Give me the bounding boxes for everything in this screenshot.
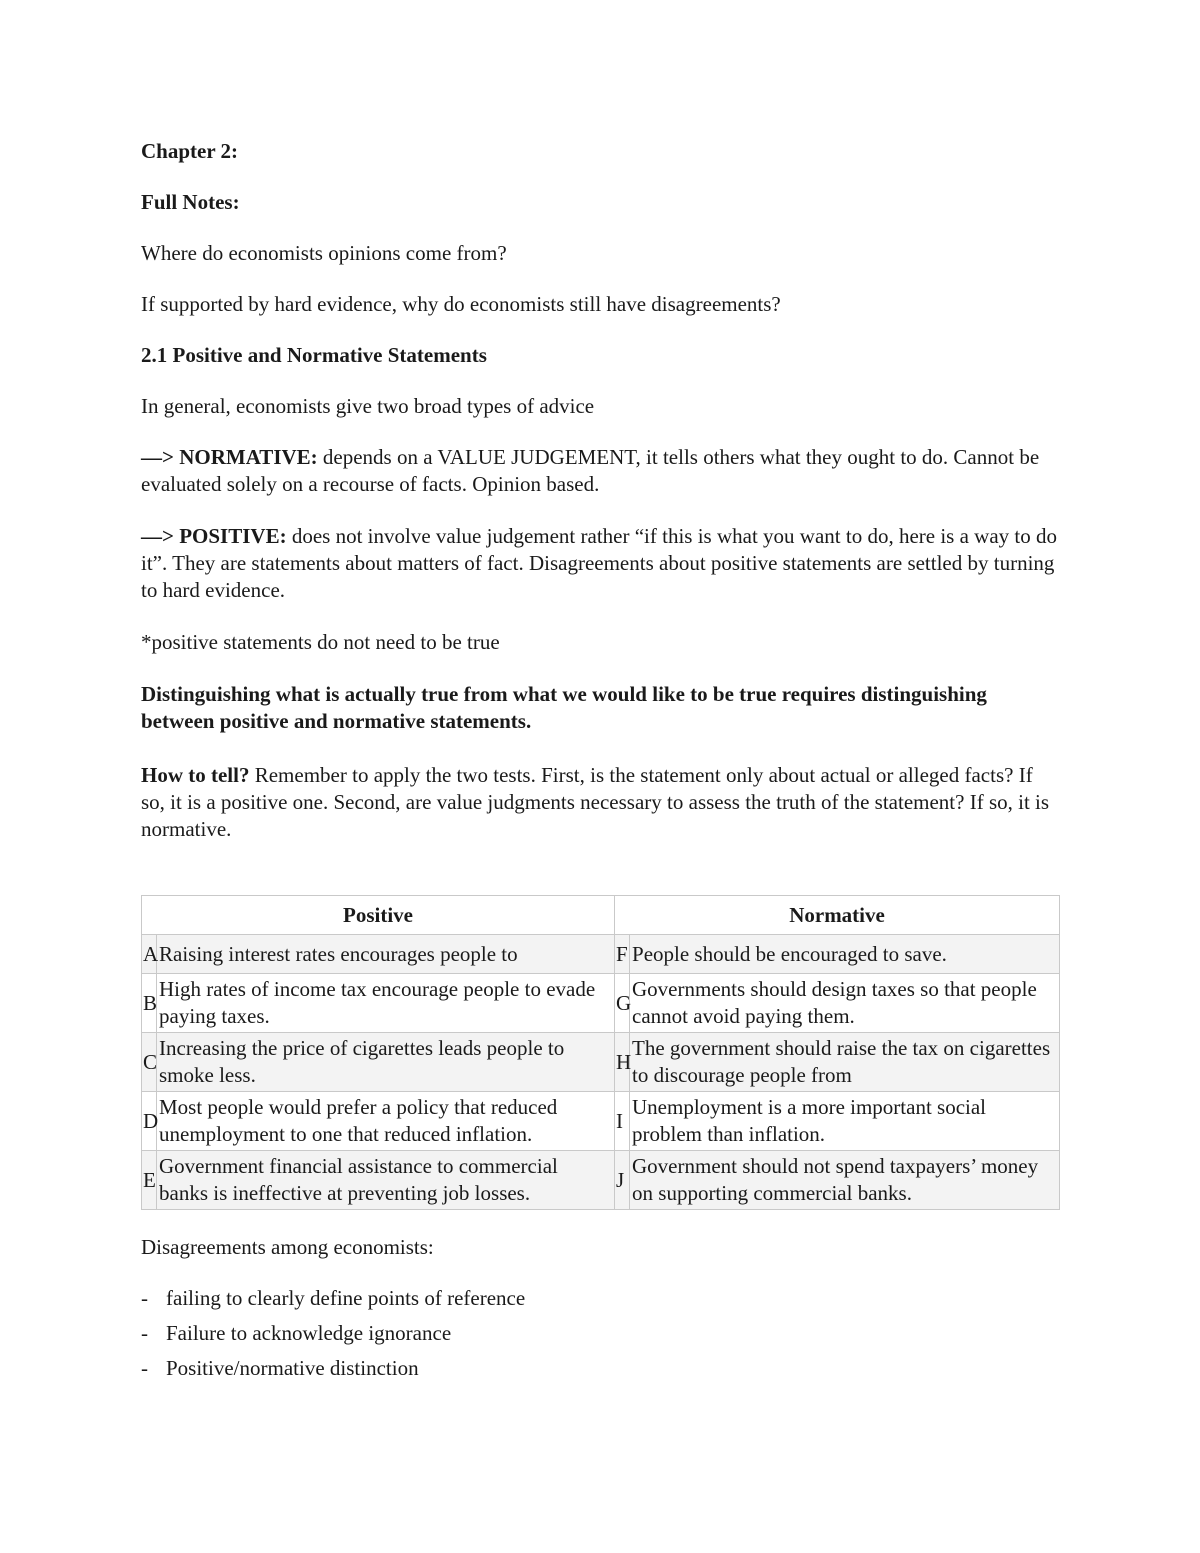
- row-letter: F: [615, 935, 630, 974]
- normative-statement: [630, 1151, 1060, 1210]
- dash-bullet: -: [141, 1286, 148, 1310]
- row-letter: C: [142, 1033, 157, 1092]
- cell-text: Most people would prefer a policy that reduced unemployment to one that reduced inflation.: [159, 1095, 558, 1146]
- positive-statement: [157, 974, 615, 1033]
- cell-text: Government should not spend taxpayers’ money on supporting commercial banks.: [632, 1154, 1039, 1205]
- list-item: [141, 1355, 1059, 1382]
- question-disagreements: If supported by hard evidence, why do economists still have disagreements?: [141, 292, 781, 316]
- normative-statement: [630, 1033, 1060, 1092]
- positive-column-header: Positive: [142, 896, 615, 935]
- statements-table: [141, 895, 1060, 1210]
- full-notes-heading: Full Notes:: [141, 190, 240, 214]
- positive-statement: [157, 935, 615, 974]
- cell-text: Unemployment is a more important social problem than inflation.: [632, 1095, 987, 1146]
- positive-definition: [141, 523, 1059, 604]
- row-letter: A: [142, 935, 157, 974]
- table-row: [142, 935, 1060, 974]
- how-to-text: Remember to apply the two tests. First, is the statement only about actual or alleged facts? If so, it is a positive one. Second, are value judgments necessary to assess the truth of the statement? If so, it is normative.: [141, 763, 1050, 841]
- table-row: [142, 1033, 1060, 1092]
- normative-column-header: Normative: [615, 896, 1060, 935]
- positive-label: —> POSITIVE:: [141, 524, 287, 548]
- positive-note: *positive statements do not need to be true: [141, 630, 500, 654]
- cell-text: People should be encouraged to save.: [632, 941, 947, 966]
- intro-text: In general, economists give two broad types of advice: [141, 394, 595, 418]
- cell-text: High rates of income tax encourage people to evade paying taxes.: [159, 977, 596, 1028]
- row-letter: J: [615, 1151, 630, 1210]
- normative-text: depends on a VALUE JUDGEMENT, it tells others what they ought to do. Cannot be evaluated solely on a recourse of facts. Opinion based.: [141, 445, 1040, 496]
- list-item-text: failing to clearly define points of reference: [166, 1286, 526, 1310]
- section-title: 2.1 Positive and Normative Statements: [141, 343, 487, 367]
- question-opinions: Where do economists opinions come from?: [141, 241, 507, 265]
- table-row: [142, 1151, 1060, 1210]
- cell-text: Increasing the price of cigarettes leads people to smoke less.: [159, 1036, 565, 1087]
- table-row: [142, 1092, 1060, 1151]
- table-row: [142, 974, 1060, 1033]
- list-item: [141, 1285, 1059, 1312]
- dash-bullet: -: [141, 1356, 148, 1380]
- row-letter: I: [615, 1092, 630, 1151]
- cell-text: Governments should design taxes so that people cannot avoid paying them.: [632, 977, 1037, 1028]
- list-item-text: Failure to acknowledge ignorance: [166, 1321, 452, 1345]
- cell-text: The government should raise the tax on cigarettes to discourage people from: [632, 1036, 1051, 1087]
- document-page: [141, 138, 1059, 1390]
- how-to-tell: [141, 762, 1059, 843]
- normative-label: —> NORMATIVE:: [141, 445, 318, 469]
- row-letter: G: [615, 974, 630, 1033]
- disagreements-heading: Disagreements among economists:: [141, 1235, 434, 1259]
- cell-text: Government financial assistance to commercial banks is ineffective at preventing job losses.: [159, 1154, 558, 1205]
- normative-statement: [630, 974, 1060, 1033]
- row-letter: B: [142, 974, 157, 1033]
- positive-statement: [157, 1033, 615, 1092]
- normative-statement: [630, 935, 1060, 974]
- distinguishing-statement: Distinguishing what is actually true from what we would like to be true requires distinguishing between positive and normative statements.: [141, 682, 987, 733]
- list-item: [141, 1320, 1059, 1347]
- chapter-heading: Chapter 2:: [141, 139, 239, 163]
- normative-definition: [141, 444, 1059, 498]
- dash-bullet: -: [141, 1321, 148, 1345]
- positive-statement: [157, 1092, 615, 1151]
- normative-statement: [630, 1092, 1060, 1151]
- row-letter: E: [142, 1151, 157, 1210]
- disagreements-list: [141, 1285, 1059, 1382]
- positive-text: does not involve value judgement rather “if this is what you want to do, here is a way to do it”. They are statements about matters of fact. Disagreements about positive statements are settled by turning to hard evidence.: [141, 524, 1057, 602]
- cell-text: Raising interest rates encourages people to: [159, 941, 518, 966]
- row-letter: H: [615, 1033, 630, 1092]
- positive-statement: [157, 1151, 615, 1210]
- list-item-text: Positive/normative distinction: [166, 1356, 419, 1380]
- row-letter: D: [142, 1092, 157, 1151]
- how-to-label: How to tell?: [141, 763, 250, 787]
